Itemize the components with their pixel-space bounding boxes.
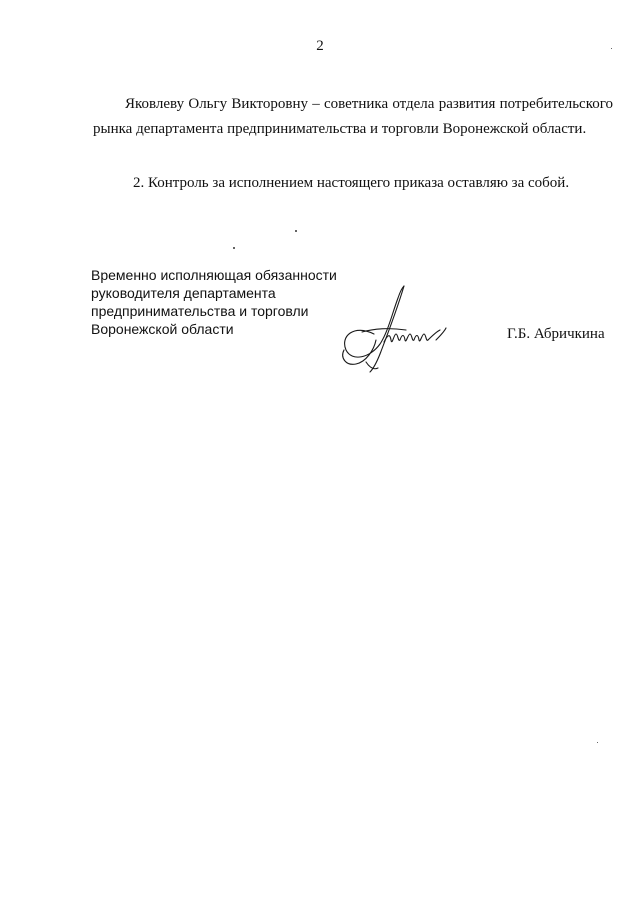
paragraph-appointment: Яковлеву Ольгу Викторовну – советника отдела развития потребительского рынка департамента предпринимательства и торговли Воронежской области.: [93, 96, 613, 137]
signatory-line: Воронежской области: [91, 321, 234, 337]
signer-name: Г.Б. Абричкина: [507, 326, 605, 342]
scan-speck: [597, 742, 598, 743]
scan-speck: [611, 48, 612, 49]
scan-speck: [295, 230, 297, 232]
paragraph-control: 2. Контроль за исполнением настоящего приказа оставляю за собой.: [133, 175, 570, 191]
signatory-line: предпринимательства и торговли: [91, 303, 309, 319]
handwritten-signature: [336, 284, 456, 374]
signatory-line: руководителя департамента: [91, 285, 276, 301]
signatory-line: Временно исполняющая обязанности: [91, 267, 337, 283]
signatory-position: [91, 266, 337, 338]
scan-speck: [233, 247, 235, 249]
page-number: 2: [316, 38, 324, 54]
